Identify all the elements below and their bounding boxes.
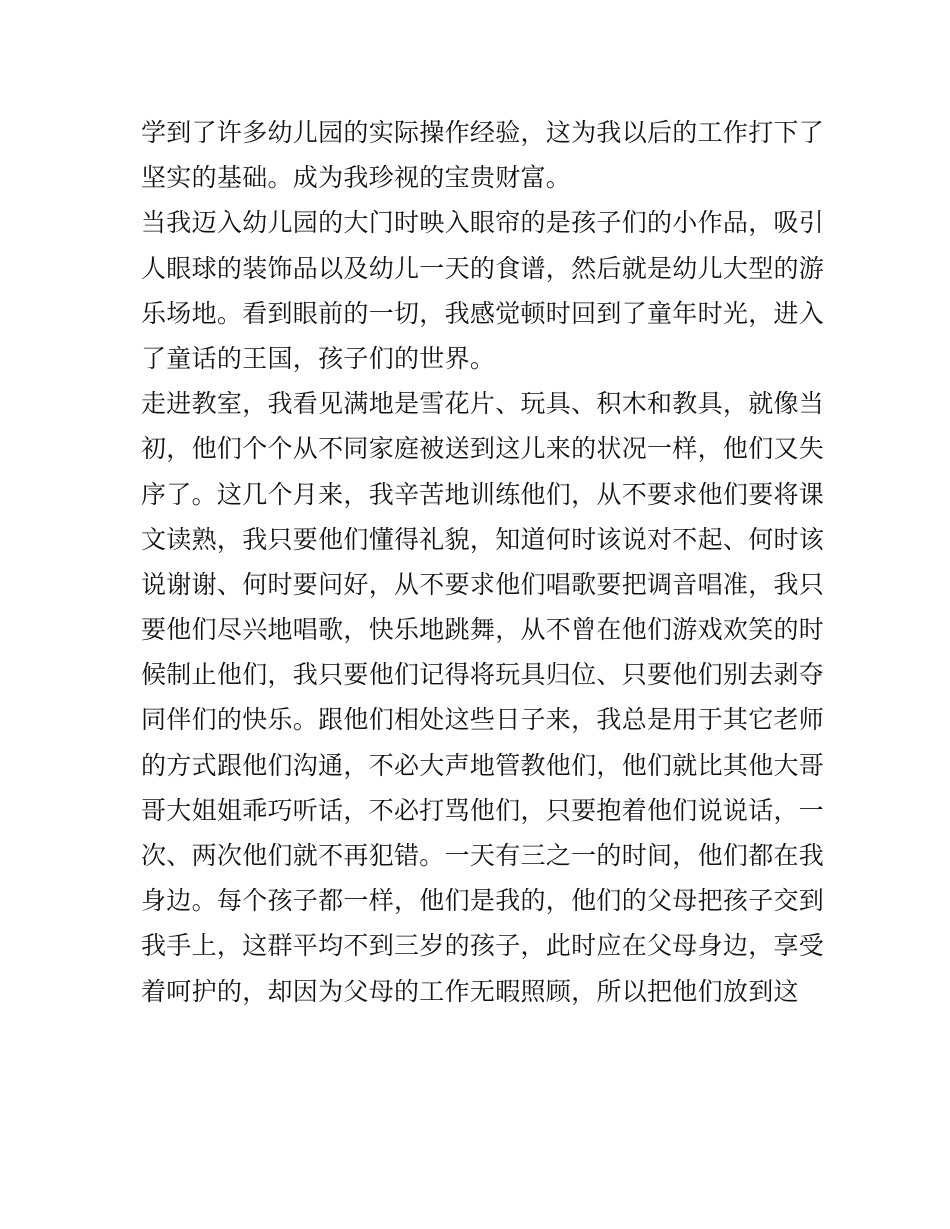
- text-line: 初，他们个个从不同家庭被送到这儿来的状况一样，他们又失: [141, 434, 825, 464]
- text-line: 说谢谢、何时要问好，从不要求他们唱歌要把调音唱准，我只: [141, 569, 825, 599]
- body-text: [141, 110, 825, 1014]
- text-line: 候制止他们，我只要他们记得将玩具归位、只要他们别去剥夺: [141, 660, 825, 690]
- text-line: 人眼球的装饰品以及幼儿一天的食谱，然后就是幼儿大型的游: [141, 253, 825, 283]
- text-line: 坚实的基础。成为我珍视的宝贵财富。: [141, 163, 572, 193]
- text-line: 了童话的王国，孩子们的世界。: [141, 343, 496, 373]
- text-line: 我手上，这群平均不到三岁的孩子，此时应在父母身边，享受: [141, 931, 825, 961]
- text-line: 当我迈入幼儿园的大门时映入眼帘的是孩子们的小作品，吸引: [141, 208, 825, 238]
- text-line: 序了。这几个月来，我辛苦地训练他们，从不要求他们要将课: [141, 479, 825, 509]
- text-line: 哥大姐姐乖巧听话，不必打骂他们，只要抱着他们说说话，一: [141, 795, 825, 825]
- text-line: 的方式跟他们沟通，不必大声地管教他们，他们就比其他大哥: [141, 750, 825, 780]
- text-line: 要他们尽兴地唱歌，快乐地跳舞，从不曾在他们游戏欢笑的时: [141, 615, 825, 645]
- text-line: 走进教室，我看见满地是雪花片、玩具、积木和教具，就像当: [141, 389, 825, 419]
- text-line: 着呵护的，却因为父母的工作无暇照顾，所以把他们放到这: [141, 976, 799, 1006]
- text-line: 文读熟，我只要他们懂得礼貌，知道何时该说对不起、何时该: [141, 524, 825, 554]
- text-line: 学到了许多幼儿园的实际操作经验，这为我以后的工作打下了: [141, 118, 825, 147]
- text-line: 身边。每个孩子都一样，他们是我的，他们的父母把孩子交到: [141, 886, 825, 916]
- text-line: 次、两次他们就不再犯错。一天有三之一的时间，他们都在我: [141, 841, 825, 870]
- text-line: 乐场地。看到眼前的一切，我感觉顿时回到了童年时光，进入: [141, 298, 825, 328]
- text-line: 同伴们的快乐。跟他们相处这些日子来，我总是用于其它老师: [141, 705, 825, 735]
